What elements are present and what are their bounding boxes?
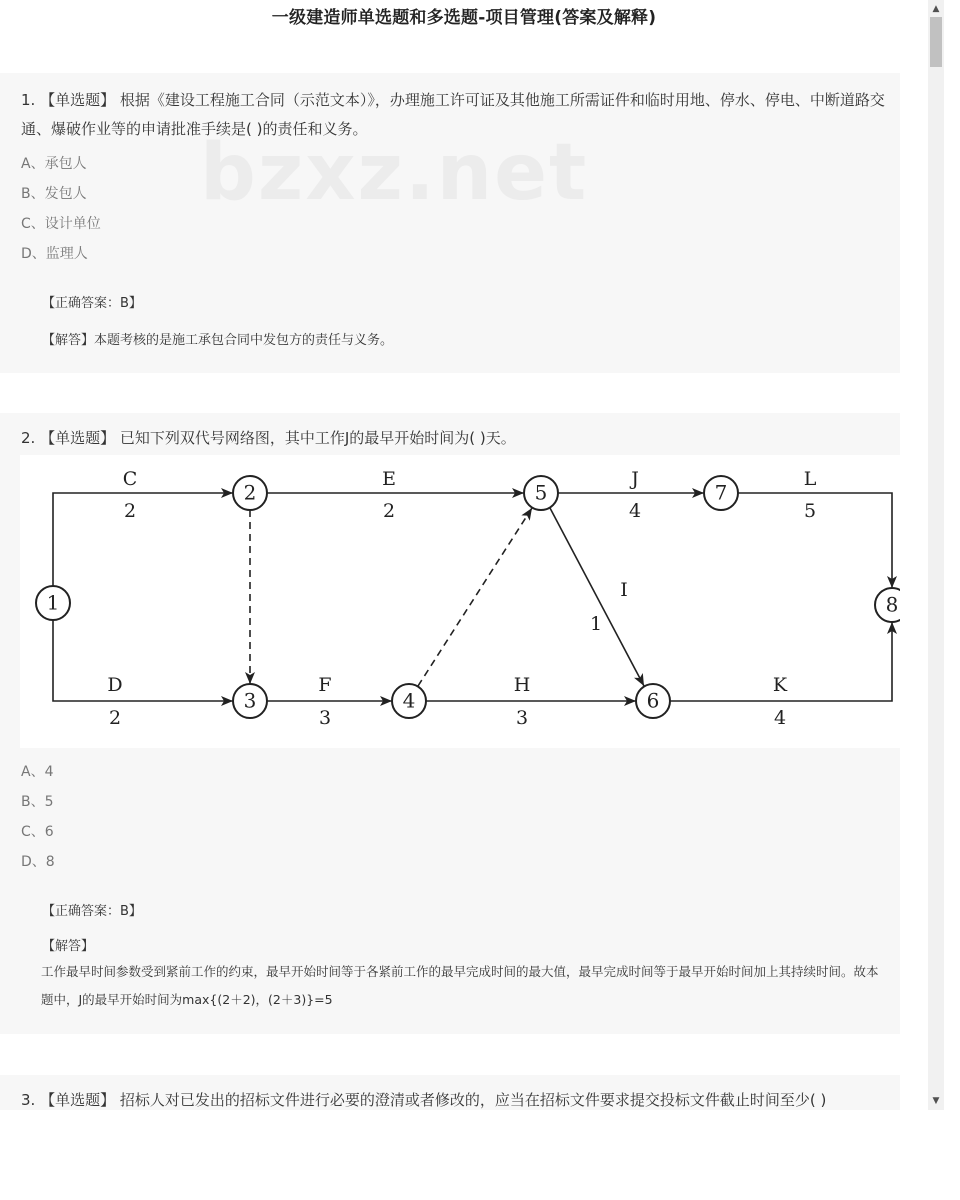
- node-label-5: 5: [534, 480, 548, 505]
- question-3-text: 3. 【单选题】 招标人对已发出的招标文件进行必要的澄清或者修改的，应当在招标文件要求提交投标文件截止时间至少( ): [21, 1091, 827, 1109]
- network-diagram-svg: [20, 455, 900, 748]
- dummy-arrow-4-5: [418, 508, 532, 686]
- activity-label-d: D: [107, 674, 123, 696]
- watermark: bzxz.net: [200, 128, 589, 218]
- activity-duration-h: 3: [515, 707, 529, 729]
- question-1-option-d[interactable]: D、监理人: [21, 246, 88, 262]
- activity-label-l: L: [803, 468, 817, 490]
- activity-label-c: C: [122, 468, 138, 490]
- question-2-analysis-title: 【解答】: [42, 939, 95, 954]
- question-1-option-c[interactable]: C、设计单位: [21, 216, 101, 232]
- activity-label-e: E: [382, 468, 396, 490]
- question-2-option-a[interactable]: A、4: [21, 764, 54, 780]
- node-label-1: 1: [46, 590, 60, 615]
- node-label-8: 8: [885, 592, 899, 617]
- activity-duration-k: 4: [773, 707, 787, 729]
- node-label-7: 7: [714, 480, 728, 505]
- question-1-answer: 【正确答案：B】: [42, 296, 142, 311]
- activity-duration-d: 2: [108, 707, 122, 729]
- activity-duration-f: 3: [318, 707, 332, 729]
- activity-arrow-c: [53, 493, 233, 586]
- scroll-down-icon[interactable]: ▼: [932, 1096, 940, 1106]
- question-card-3: [0, 1075, 900, 1110]
- vertical-scrollbar[interactable]: [928, 0, 944, 1110]
- question-1-option-a[interactable]: A、承包人: [21, 156, 87, 172]
- page-title: 一级建造师单选题和多选题-项目管理(答案及解释): [271, 8, 657, 28]
- scroll-up-icon[interactable]: ▲: [932, 4, 940, 14]
- question-2-option-b[interactable]: B、5: [21, 794, 54, 810]
- activity-label-h: H: [513, 674, 531, 696]
- activity-arrow-i: [550, 508, 644, 686]
- node-label-2: 2: [243, 480, 257, 505]
- question-2-answer: 【正确答案：B】: [42, 904, 142, 919]
- question-2-option-c[interactable]: C、6: [21, 824, 54, 840]
- activity-duration-i: 1: [589, 613, 603, 635]
- activity-arrow-d: [53, 620, 233, 701]
- activity-label-j: J: [631, 468, 639, 490]
- question-card-1: [0, 73, 900, 373]
- activity-label-i: I: [620, 579, 628, 601]
- question-1-option-b[interactable]: B、发包人: [21, 186, 87, 202]
- question-2-analysis-body: 工作最早时间参数受到紧前工作的约束，最早开始时间等于各紧前工作的最早完成时间的最大值，最早完成时间等于最早开始时间加上其持续时间。故本题中，J的最早开始时间为max{(2＋2)，(2＋3)}=5: [41, 964, 879, 1007]
- activity-duration-l: 5: [803, 500, 817, 522]
- question-2-text: 2. 【单选题】 已知下列双代号网络图，其中工作J的最早开始时间为( )天。: [21, 429, 516, 447]
- node-label-4: 4: [402, 688, 416, 713]
- activity-label-k: K: [772, 674, 788, 696]
- network-diagram: [20, 455, 900, 748]
- question-1-text: 1. 【单选题】 根据《建设工程施工合同（示范文本）》，办理施工许可证及其他施工所需证件和临时用地、停水、停电、中断道路交通、爆破作业等的申请批准手续是( )的责任和义务。: [21, 91, 885, 138]
- node-label-6: 6: [646, 688, 660, 713]
- node-label-3: 3: [243, 688, 257, 713]
- activity-label-f: F: [318, 674, 332, 696]
- activity-duration-j: 4: [628, 500, 642, 522]
- scrollbar-thumb[interactable]: [930, 17, 942, 67]
- question-2-option-d[interactable]: D、8: [21, 854, 55, 870]
- activity-duration-c: 2: [123, 500, 137, 522]
- question-1-analysis: 【解答】本题考核的是施工承包合同中发包方的责任与义务。: [42, 333, 394, 348]
- activity-duration-e: 2: [382, 500, 396, 522]
